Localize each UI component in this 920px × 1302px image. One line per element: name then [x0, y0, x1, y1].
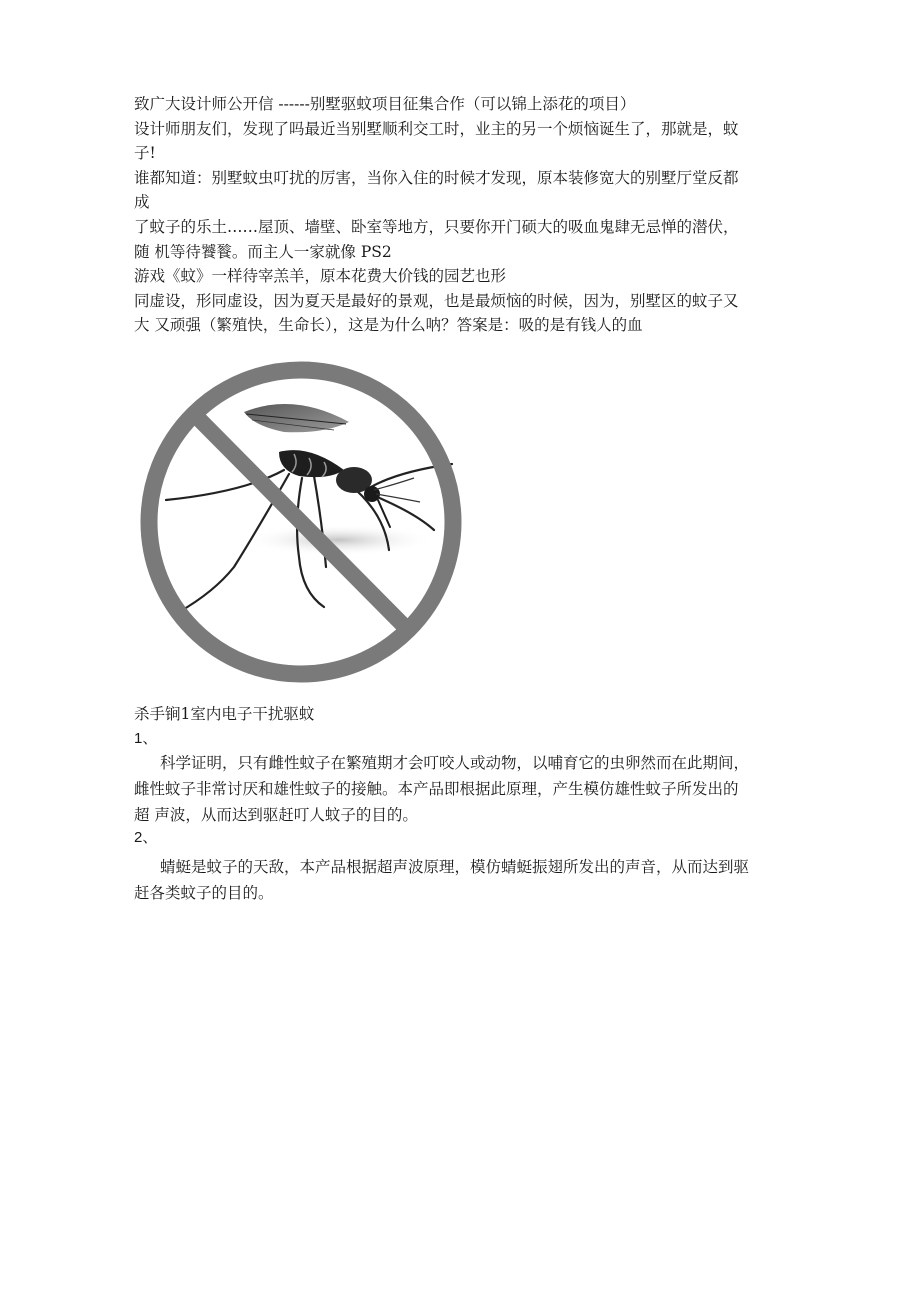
paragraph-line: 科学证明，只有雌性蚊子在繁殖期才会叮咬人或动物，以哺育它的虫卵然而在此期间， [160, 754, 750, 772]
intro-line: 谁都知道：别墅蚊虫叮扰的厉害，当你入住的时候才发现，原本装修宽大的别墅厅堂反都 [134, 168, 739, 187]
section-heading: 杀手锏1室内电子干扰驱蚊 [134, 705, 315, 723]
open-letter-intro [134, 92, 794, 338]
list-number-2: 2、 [134, 829, 158, 846]
intro-line: 同虚设，形同虚设，因为夏天是最好的景观，也是最烦恼的时候，因为，别墅区的蚊子又 [134, 291, 739, 310]
intro-line: 设计师朋友们，发现了吗最近当别墅顺利交工时，业主的另一个烦恼诞生了，那就是，蚊 [134, 119, 739, 138]
intro-line: 了蚊子的乐土……屋顶、墙壁、卧室等地方，只要你开门硕大的吸血鬼肆无忌惮的潜伏， [134, 217, 739, 236]
no-mosquito-icon [134, 352, 468, 692]
list-number-1: 1、 [134, 730, 158, 747]
intro-line: 子! [134, 144, 156, 163]
paragraph-item-1 [134, 750, 794, 828]
paragraph-line: 雌性蚊子非常讨厌和雄性蚊子的接触。本产品即根据此原理，产生模仿雄性蚊子所发出的 [134, 780, 739, 798]
intro-line: 游戏《蚊》一样待宰羔羊，原本花费大价钱的园艺也形 [134, 267, 507, 286]
paragraph-item-2 [134, 854, 794, 906]
paragraph-line: 蜻蜓是蚊子的天敌，本产品根据超声波原理，模仿蜻蜓振翅所发出的声音，从而达到驱 [160, 858, 750, 876]
paragraph-line: 超 声波，从而达到驱赶叮人蚊子的目的。 [134, 806, 418, 824]
paragraph-line: 赶各类蚊子的目的。 [134, 884, 274, 902]
letter-title: 致广大设计师公开信 ------别墅驱蚊项目征集合作（可以锦上添花的项目） [134, 95, 636, 113]
intro-line: 随 机等待饕餮。而主人一家就像 PS2 [134, 242, 392, 261]
intro-line: 成 [134, 193, 150, 212]
intro-line: 大 又顽强（繁殖快，生命长），这是为什么呐？答案是：吸的是有钱人的血 [134, 316, 643, 335]
